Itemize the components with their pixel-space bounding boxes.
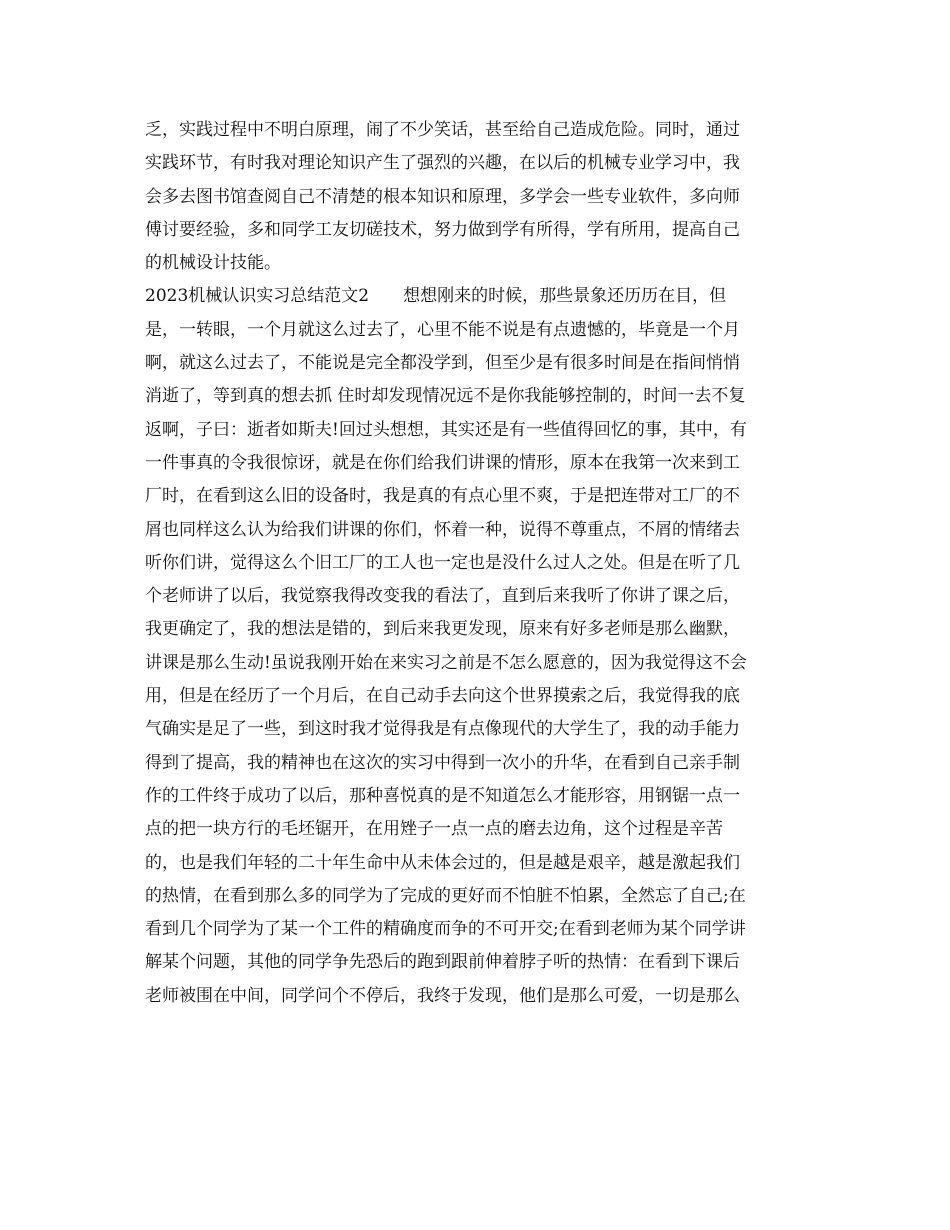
text-line: 会多去图书馆查阅自己不清楚的根本知识和原理，多学会一些专业软件，多向师 <box>145 186 740 207</box>
text-line: 我更确定了，我的想法是错的，到后来我更发现，原来有好多老师是那么幽默， <box>145 619 740 640</box>
text-line: 的热情，在看到那么多的同学为了完成的更好而不怕脏不怕累，全然忘了自己;在 <box>145 885 746 906</box>
text-line: 老师被围在中间，同学问个不停后，我终于发现，他们是那么可爱，一切是那么 <box>145 985 740 1006</box>
text-line: 啊，就这么过去了，不能说是完全都没学到，但至少是有很多时间是在指间悄悄 <box>145 353 740 374</box>
text-line: 点的把一块方行的毛坯锯开，在用矬子一点一点的磨去边角，这个过程是辛苦 <box>145 819 723 840</box>
text-line: 气确实是足了一些，到这时我才觉得我是有点像现代的大学生了，我的动手能力 <box>145 719 740 740</box>
text-line: 厂时，在看到这么旧的设备时，我是真的有点心里不爽，于是把连带对工厂的不 <box>145 486 740 507</box>
text-line: 的，也是我们年轻的二十年生命中从未体会过的，但是越是艰辛，越是激起我们 <box>145 852 740 873</box>
text-line: 听你们讲，觉得这么个旧工厂的工人也一定也是没什么过人之处。但是在听了几 <box>145 552 740 573</box>
text-line: 得到了提高，我的精神也在这次的实习中得到一次小的升华，在看到自己亲手制 <box>145 752 740 773</box>
text-line: 消逝了，等到真的想去抓 住时却发现情况远不是你我能够控制的，时间一去不复 <box>145 386 746 407</box>
text-line: 讲课是那么生动!虽说我刚开始在来实习之前是不怎么愿意的，因为我觉得这不会 <box>145 652 747 673</box>
text-line: 屑也同样这么认为给我们讲课的你们，怀着一种，说得不尊重点，不屑的情绪去 <box>145 519 740 540</box>
text-line: 傅讨要经验，多和同学工友切磋技术，努力做到学有所得，学有所用，提高自己 <box>145 219 740 240</box>
text-line: 一件事真的令我很惊讶，就是在你们给我们讲课的情形，原本在我第一次来到工 <box>145 452 740 473</box>
text-line: 用，但是在经历了一个月后，在自己动手去向这个世界摸索之后，我觉得我的底 <box>145 686 740 707</box>
text-line: 的机械设计技能。 <box>145 253 281 274</box>
text-line: 解某个问题，其他的同学争先恐后的跑到跟前伸着脖子听的热情：在看到下课后 <box>145 952 740 973</box>
text-line: 实践环节，有时我对理论知识产生了强烈的兴趣，在以后的机械专业学习中，我 <box>145 153 740 174</box>
text-line: 个老师讲了以后，我觉察我得改变我的看法了，直到后来我听了你讲了课之后， <box>145 586 740 607</box>
text-line: 乏，实践过程中不明白原理，闹了不少笑话，甚至给自己造成危险。同时，通过 <box>145 120 740 140</box>
text-line: 看到几个同学为了某一个工件的精确度而争的不可开交;在看到老师为某个同学讲 <box>145 919 746 940</box>
text-line: 作的工件终于成功了以后，那种喜悦真的是不知道怎么才能形容，用钢锯一点一 <box>145 785 740 806</box>
text-line: 返啊，子曰：逝者如斯夫!回过头想想，其实还是有一些值得回忆的事，其中，有 <box>145 419 747 440</box>
body-text <box>145 114 815 1013</box>
section-heading-line: 2023机械认识实习总结范文2 想想刚来的时候，那些景象还历历在目，但 <box>145 286 727 307</box>
text-line: 是，一转眼，一个月就这么过去了，心里不能不说是有点遗憾的，毕竟是一个月 <box>145 319 740 340</box>
